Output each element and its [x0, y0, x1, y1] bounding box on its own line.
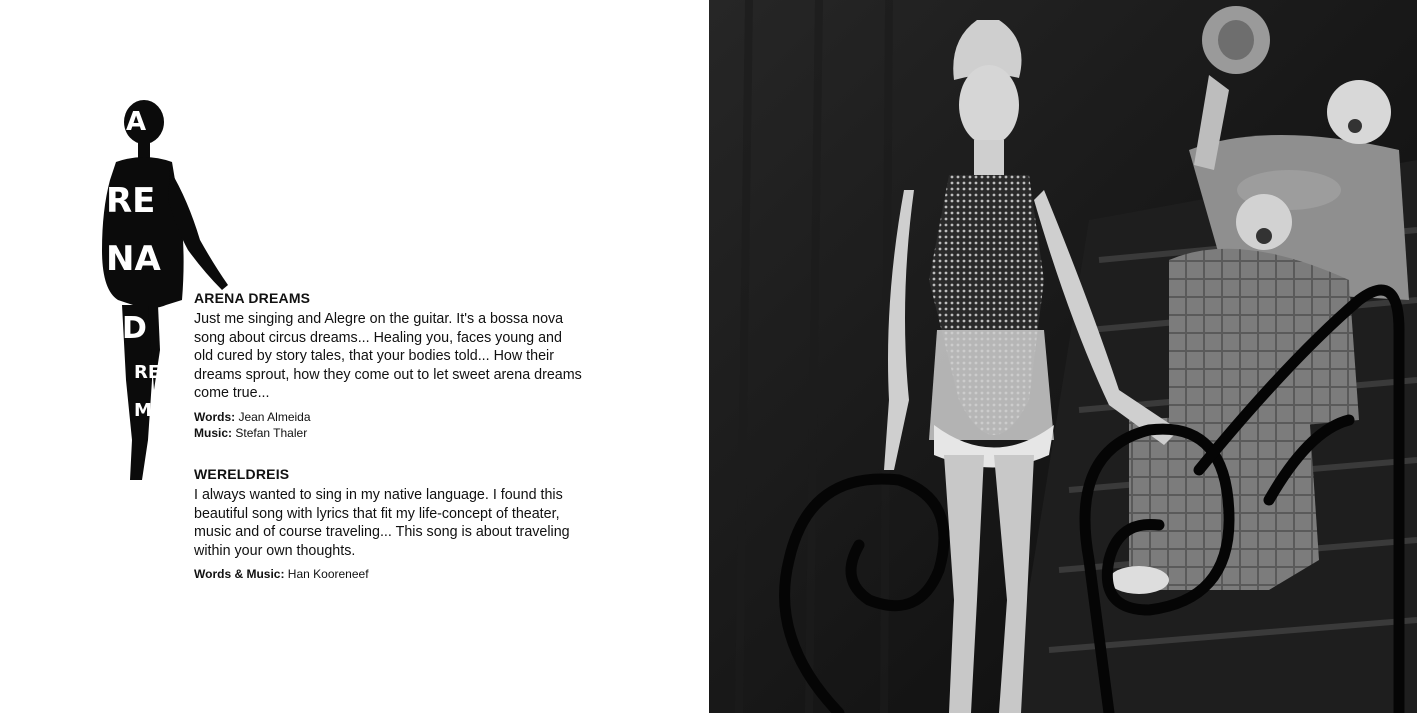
song-title: ARENA DREAMS [194, 290, 311, 306]
credit-music [194, 425, 584, 441]
song-description: I always wanted to sing in my native language. I found this beautiful song with lyrics that fit my life-concept of theater, music and of course traveling... This song is about traveling within your own thoughts. [194, 487, 570, 559]
credit-words [194, 409, 584, 425]
figure-letters-rea: REA [134, 362, 175, 383]
figure-letter-a: A [126, 107, 147, 137]
figure-letters-na: NA [106, 239, 161, 279]
song-title: WERELDREIS [194, 466, 290, 482]
figure-letter-d: D [122, 311, 147, 346]
figure-letters-ms: MS [134, 400, 165, 421]
circus-photograph [709, 0, 1417, 713]
credit-value: Jean Almeida [238, 409, 311, 424]
figure-letters-re: RE [106, 181, 156, 221]
credit-label: Music: [194, 425, 233, 440]
song-description: Just me singing and Alegre on the guitar. It's a bossa nova song about circus dreams... Healing you, faces young and old cured by story tales, that your bodies told... How their dreams sprout, how they come out to let sweet arena dreams come true... [194, 311, 582, 401]
song-wereldreis [194, 466, 584, 582]
credit-value: Han Kooreneef [287, 567, 369, 581]
credit-words-music [194, 566, 584, 582]
song-arena-dreams [194, 290, 584, 441]
credit-label: Words: [194, 409, 236, 424]
right-page [709, 0, 1417, 713]
credit-label: Words & Music: [194, 567, 285, 581]
credit-value: Stefan Thaler [235, 425, 308, 440]
